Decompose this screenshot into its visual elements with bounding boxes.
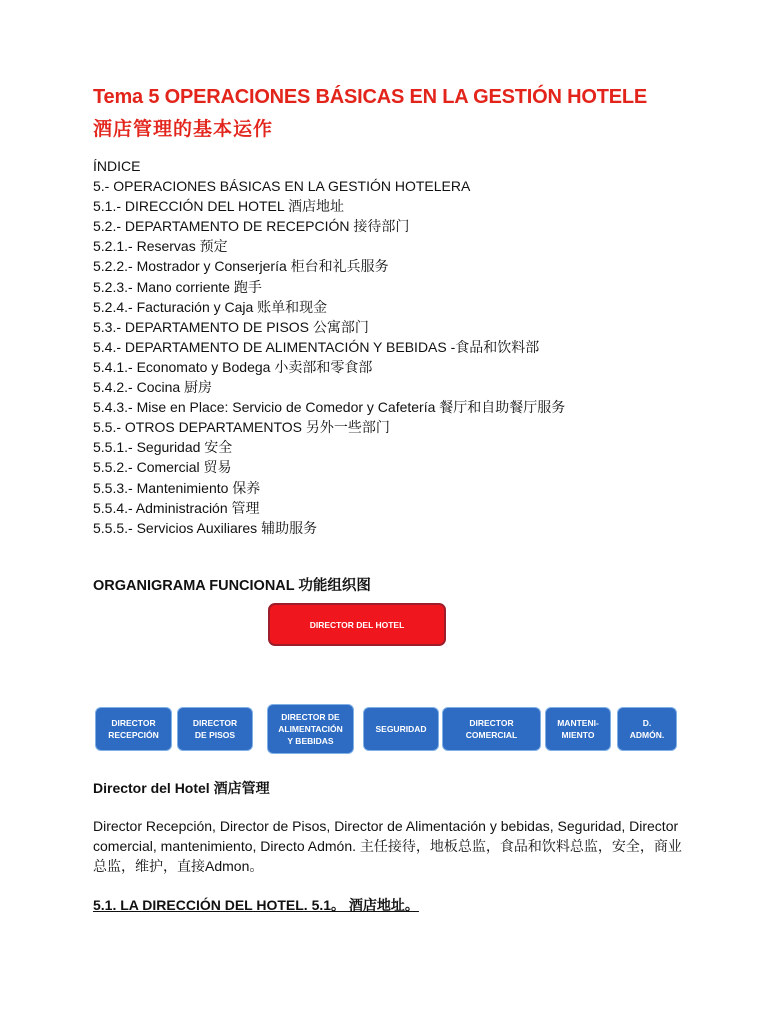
index-item: 5.5.- OTROS DEPARTAMENTOS 另外一些部门 <box>93 419 390 436</box>
org-chart-heading: ORGANIGRAMA FUNCIONAL 功能组织图 <box>93 578 371 594</box>
org-node-d-admon: D. ADMÓN. <box>617 707 677 751</box>
index-item: 5.- OPERACIONES BÁSICAS EN LA GESTIÓN HOTELERA <box>93 178 471 195</box>
page-title: Tema 5 OPERACIONES BÁSICAS EN LA GESTIÓN HOTELE <box>93 86 648 108</box>
index-item: 5.2.2.- Mostrador y Conserjería 柜台和礼兵服务 <box>93 258 389 275</box>
index-item: 5.4.2.- Cocina 厨房 <box>93 379 213 396</box>
index-item: 5.2.4.- Facturación y Caja 账单和现金 <box>93 298 328 315</box>
index-item: 5.5.2.- Comercial 贸易 <box>93 459 232 476</box>
index-item: 5.5.4.- Administración 管理 <box>93 499 260 516</box>
section-heading-5-1: 5.1. LA DIRECCIÓN DEL HOTEL. 5.1。 酒店地址。 <box>93 897 419 913</box>
org-node-director-alimentacion: DIRECTOR DE ALIMENTACIÓN Y BEBIDAS <box>267 704 354 754</box>
index-item: 5.4.3.- Mise en Place: Servicio de Comedor y Cafetería 餐厅和自助餐厅服务 <box>93 399 566 416</box>
org-chart <box>90 596 680 776</box>
index-item: 5.4.1.- Economato y Bodega 小卖部和零食部 <box>93 358 373 375</box>
org-node-director-recepcion: DIRECTOR RECEPCIÓN <box>95 707 172 751</box>
org-node-director-comercial: DIRECTOR COMERCIAL <box>442 707 541 751</box>
index-item: 5.5.5.- Servicios Auxiliares 辅助服务 <box>93 519 318 536</box>
index-item: 5.4.- DEPARTAMENTO DE ALIMENTACIÓN Y BEBIDAS -食品和饮料部 <box>93 338 540 355</box>
index-item: 5.2.1.- Reservas 预定 <box>93 238 228 255</box>
section-heading-director: Director del Hotel 酒店管理 <box>93 780 270 796</box>
org-node-director-pisos: DIRECTOR DE PISOS <box>177 707 253 751</box>
org-node-seguridad: SEGURIDAD <box>363 707 439 751</box>
index-item: 5.5.1.- Seguridad 安全 <box>93 439 233 456</box>
page-subtitle: 酒店管理的基本运作 <box>93 118 274 140</box>
index-item: 5.2.- DEPARTAMENTO DE RECEPCIÓN 接待部门 <box>93 218 410 235</box>
body-paragraph: Director Recepción, Director de Pisos, Director de Alimentación y bebidas, Seguridad, Director comercial, mantenimiento, Directo Admón. 主任接待，地板总监，食品和饮料总监，安全，商业总监，维护，直接Admon。 <box>93 818 682 874</box>
index-list <box>93 156 565 538</box>
index-item: 5.5.3.- Mantenimiento 保养 <box>93 479 261 496</box>
index-item: 5.1.- DIRECCIÓN DEL HOTEL 酒店地址 <box>93 198 345 215</box>
org-node-mantenimiento: MANTENI- MIENTO <box>545 707 611 751</box>
org-node-director-hotel: DIRECTOR DEL HOTEL <box>268 603 446 646</box>
index-item: 5.3.- DEPARTAMENTO DE PISOS 公寓部门 <box>93 318 369 335</box>
index-item: 5.2.3.- Mano corriente 跑手 <box>93 278 262 295</box>
index-heading: ÍNDICE <box>93 158 141 174</box>
